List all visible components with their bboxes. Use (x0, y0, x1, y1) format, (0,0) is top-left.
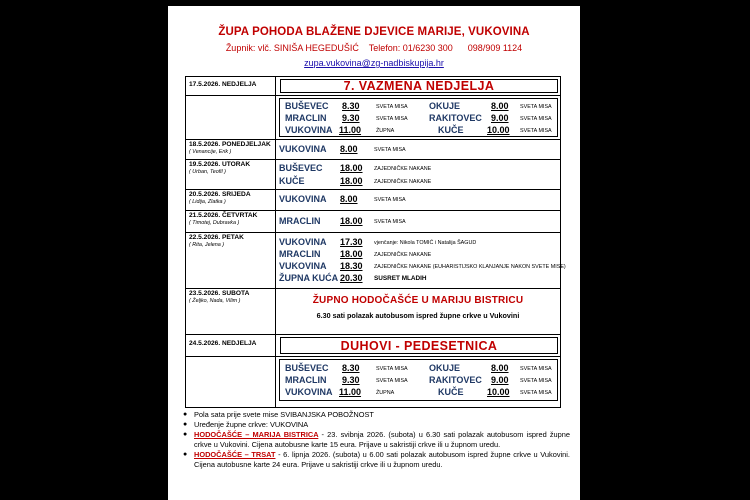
mass-time: 18.00 (340, 249, 363, 259)
mass-note: ZAJEDNIČKE NAKANE (374, 166, 432, 172)
schedule-table (185, 76, 566, 408)
mass-place: KUČE (279, 176, 305, 186)
mass-place: VUKOVINA (279, 194, 327, 204)
pilgrimage-label: HODOČAŠĆE – MARIJA BISTRICA (194, 430, 319, 439)
mass-note: SVETA MISA (520, 128, 552, 134)
sunday2-masses-row (186, 357, 560, 407)
mass-time: 9.30 (342, 375, 360, 385)
mass-place: BUŠEVEC (285, 101, 329, 111)
mass-place: OKUJE (429, 101, 461, 111)
sunday1-date: 17.5.2026. NEDJELJA (189, 81, 257, 88)
mass-note: SVETA MISA (520, 378, 552, 384)
mass-note: ZAJEDNIČKE NAKANE (EUHARISTIJSKO KLANJANJE NAKON SVETE MISE) (374, 264, 566, 270)
announcement-item: ● HODOČAŠĆE – MARIJA BISTRICA - 23. svibnja 2026. (subota) u 6.30 sati polazak autobusom ispred župne crkve u Vukovini. Cijena autobusne karte 15 eura. Prijave u sakristiji crkve ili u župnom uredu. (183, 430, 570, 449)
sunday2-heading (280, 337, 558, 354)
mass-place: VUKOVINA (279, 144, 327, 154)
mass-time: 8.00 (340, 144, 358, 154)
mass-time: 17.30 (340, 237, 363, 247)
sunday2-title-row (186, 335, 560, 357)
day-saints: ( Venancije, Erik ) (189, 149, 232, 155)
mass-time: 10.00 (487, 387, 510, 397)
mass-place: KUČE (438, 125, 464, 135)
mass-note: SVETA MISA (374, 219, 406, 225)
day-date: 23.5.2026. SUBOTA (189, 290, 250, 297)
mass-place: MRACLIN (279, 216, 321, 226)
day-date: 22.5.2026. PETAK (189, 234, 244, 241)
parish-title: ŽUPA POHODA BLAŽENE DJEVICE MARIJE, VUKOVINA (218, 26, 530, 38)
sunday2-date: 24.5.2026. NEDJELJA (189, 340, 257, 347)
mass-place: MRACLIN (285, 375, 327, 385)
pilgrimage-text: 6.30 sati polazak autobusom ispred župne crkve u Vukovini (316, 311, 520, 320)
mass-time: 11.00 (339, 387, 362, 397)
mass-place: ŽUPNA KUĆA (279, 273, 339, 283)
mass-time: 9.00 (491, 113, 509, 123)
mass-time: 18.00 (340, 176, 363, 186)
mass-note: SVETA MISA (520, 116, 552, 122)
bulletin-page (168, 6, 580, 500)
mass-place: VUKOVINA (285, 387, 333, 397)
thursday-row (186, 211, 560, 233)
mass-time: 8.00 (491, 101, 509, 111)
day-date: 20.5.2026. SRIJEDA (189, 191, 251, 198)
sunday1-heading (280, 79, 558, 93)
mass-time: 18.00 (340, 216, 363, 226)
mass-place: RAKITOVEC (429, 113, 482, 123)
phone-number: Telefon: 01/6230 300 (368, 43, 453, 53)
mass-time: 18.30 (340, 261, 363, 271)
sunday1-title: 7. VAZMENA NEDJELJA (343, 79, 495, 93)
mass-time: 8.00 (491, 363, 509, 373)
wednesday-row (186, 190, 560, 211)
mass-note: ZAJEDNIČKE NAKANE (374, 179, 432, 185)
announcement-item: ● Uređenje župne crkve: VUKOVINA (183, 420, 309, 429)
day-saints: ( Rita, Jelena ) (189, 242, 225, 248)
day-saints: ( Željko, Nada, Vilim ) (189, 298, 241, 304)
mass-note: SVETA MISA (374, 147, 406, 153)
mass-note: ZAJEDNIČKE NAKANE (374, 252, 432, 258)
mass-place: VUKOVINA (279, 261, 327, 271)
mass-note: SUSRET MLADIH (374, 275, 427, 282)
mass-time: 11.00 (339, 125, 362, 135)
friday-row (186, 233, 566, 289)
mass-note: ŽUPNA (376, 390, 395, 396)
mass-time: 8.30 (342, 101, 360, 111)
mass-place: VUKOVINA (285, 125, 333, 135)
bullet-icon: ● (183, 451, 188, 458)
mass-time: 8.00 (340, 194, 358, 204)
announcement-item: ● HODOČAŠĆE – TRSAT - 6. lipnja 2026. (subota) u 6.00 sati polazak autobusom ispred župne crkve u Vukovini. Cijena autobusne karte 24 eura. Prijave u sakristiji crkve ili u župnom uredu. (183, 450, 570, 469)
day-saints: ( Urban, Teofil ) (189, 169, 226, 175)
pastor-name: Župnik: vlč. SINIŠA HEGEDUŠIĆ (225, 43, 359, 53)
announcements-list (178, 410, 570, 470)
mass-time: 20.30 (340, 273, 363, 283)
pilgrimage-label: HODOČAŠĆE – TRSAT (194, 450, 276, 459)
mass-place: RAKITOVEC (429, 375, 482, 385)
parish-contact (168, 43, 580, 53)
bullet-icon: ● (183, 421, 188, 428)
mass-note: SVETA MISA (520, 366, 552, 372)
mass-place: BUŠEVEC (285, 363, 329, 373)
mass-time: 9.30 (342, 113, 360, 123)
mass-place: OKUJE (429, 363, 461, 373)
mass-note: SVETA MISA (520, 390, 552, 396)
mass-note: SVETA MISA (376, 104, 408, 110)
mass-time: 18.00 (340, 163, 363, 173)
mass-place: MRACLIN (285, 113, 327, 123)
sunday1-masses-row (186, 96, 560, 140)
mobile-number: 098/909 1124 (467, 43, 523, 53)
mass-note: ŽUPNA (376, 128, 395, 134)
day-date: 18.5.2026. PONEDJELJAK (189, 141, 271, 148)
sunday1-title-row (186, 77, 560, 96)
bullet-icon: ● (183, 411, 188, 418)
mass-note: SVETA MISA (520, 104, 552, 110)
bullet-icon: ● (183, 431, 188, 438)
mass-time: 8.30 (342, 363, 360, 373)
email-link[interactable]: zupa.vukovina@zg-nadbiskupija.hr (304, 58, 444, 68)
day-saints: ( Lidija, Zlatka ) (189, 199, 226, 205)
day-saints: ( Timotej, Dubravka ) (189, 220, 240, 226)
mass-time: 9.00 (491, 375, 509, 385)
mass-time: 10.00 (487, 125, 510, 135)
day-date: 19.5.2026. UTORAK (189, 161, 251, 168)
mass-note: SVETA MISA (376, 366, 408, 372)
mass-place: BUŠEVEC (279, 163, 323, 173)
mass-place: VUKOVINA (279, 237, 327, 247)
day-date: 21.5.2026. ČETVRTAK (189, 212, 258, 219)
tuesday-row (186, 160, 560, 190)
mass-note: SVETA MISA (376, 378, 408, 384)
mass-place: KUČE (438, 387, 464, 397)
pilgrimage-title: ŽUPNO HODOČAŠĆE U MARIJU BISTRICU (312, 295, 524, 306)
mass-note: vjenčanje: Nikola TOMIĆ i Natalija ŠAGUD (374, 240, 477, 246)
monday-row (186, 140, 560, 160)
mass-note: SVETA MISA (376, 116, 408, 122)
mass-note: SVETA MISA (374, 197, 406, 203)
sunday2-title: DUHOVI - PEDESETNICA (340, 338, 498, 353)
saturday-row (186, 289, 560, 335)
announcement-item: ● Pola sata prije svete mise SVIBANJSKA POBOŽNOST (183, 410, 374, 419)
mass-place: MRACLIN (279, 249, 321, 259)
